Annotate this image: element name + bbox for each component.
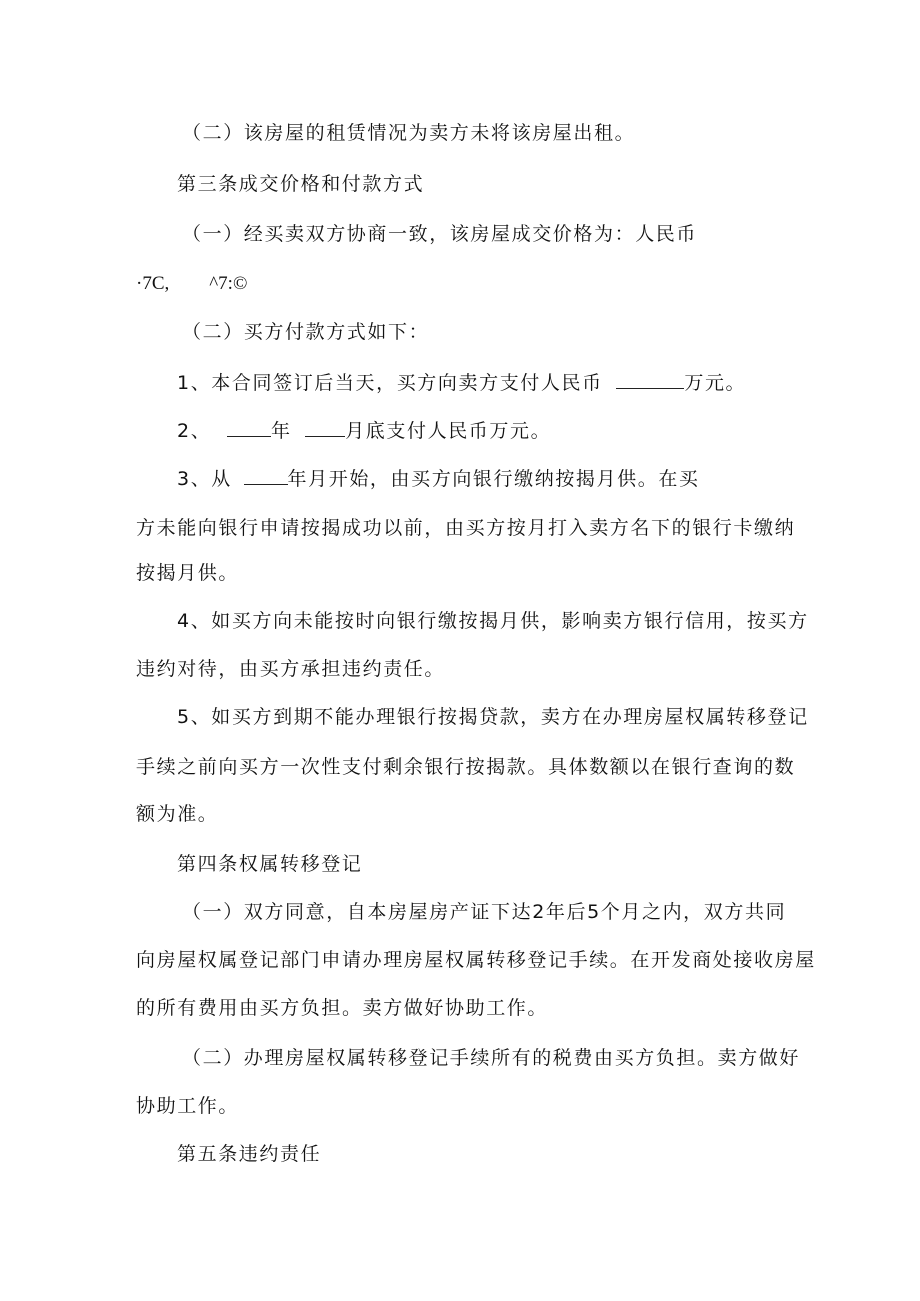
payment-item-3-cont-1: 方未能向银行申请按揭成功以前，由买方按月打入卖方名下的银行卡缴纳 (136, 517, 796, 539)
article-5-heading: 第五条违约责任 (177, 1143, 322, 1165)
year-blank (227, 418, 271, 437)
payment-item-2-number: 2、 (177, 420, 212, 442)
garbled-price-text (136, 272, 247, 296)
payment-item-4-cont: 违约对待，由买方承担违约责任。 (136, 658, 446, 680)
payment-item-5: 5、如买方到期不能办理银行按揭贷款，卖方在办理房屋权属转移登记 (177, 706, 809, 728)
garbled-fragment-1: ·7C, (136, 273, 170, 294)
payment-item-3-start: 3、从 (177, 468, 232, 490)
payment-item-3 (177, 466, 700, 491)
clause-2-2-text: （二）该房屋的租赁情况为卖方未将该房屋出租。 (182, 122, 636, 144)
garbled-fragment-2: ^7:© (209, 273, 248, 294)
clause-4-1-cont-2: 的所有费用由买方负担。卖方做好协助工作。 (136, 997, 549, 1019)
clause-4-1-text: （一）双方同意，自本房屋房产证下达2年后5个月之内，双方共同 (182, 901, 787, 923)
payment-item-2-year: 年 (270, 420, 292, 442)
payment-item-2 (177, 418, 551, 443)
payment-item-3-cont-2: 按揭月供。 (136, 562, 240, 584)
start-year-blank (244, 466, 288, 485)
clause-4-2-cont: 协助工作。 (136, 1095, 240, 1117)
payment-item-1-unit: 万元。 (684, 372, 747, 394)
payment-item-1 (177, 370, 746, 395)
amount-blank (616, 370, 684, 389)
payment-item-4: 4、如买方向未能按时向银行缴按揭月供，影响卖方银行信用，按买方 (177, 610, 809, 632)
clause-3-2-text: （二）买方付款方式如下： (182, 321, 430, 343)
clause-3-1-text: （一）经买卖双方协商一致，该房屋成交价格为：人民币 (182, 223, 698, 245)
payment-item-3-text: 年月开始，由买方向银行缴纳按揭月供。在买 (287, 468, 700, 490)
article-3-heading: 第三条成交价格和付款方式 (177, 173, 425, 195)
clause-4-1-cont-1: 向房屋权属登记部门申请办理房屋权属转移登记手续。在开发商处接收房屋 (136, 949, 816, 971)
article-4-heading: 第四条权属转移登记 (177, 853, 363, 875)
month-blank (305, 418, 345, 437)
payment-item-2-text: 月底支付人民币万元。 (345, 420, 552, 442)
clause-4-2-text: （二）办理房屋权属转移登记手续所有的税费由买方负担。卖方做好 (182, 1047, 801, 1069)
payment-item-5-cont-2: 额为准。 (136, 803, 219, 825)
payment-item-5-cont-1: 手续之前向买方一次性支付剩余银行按揭款。具体数额以在银行查询的数 (136, 756, 796, 778)
payment-item-1-text: 1、本合同签订后当天，买方向卖方支付人民币 (177, 372, 603, 394)
